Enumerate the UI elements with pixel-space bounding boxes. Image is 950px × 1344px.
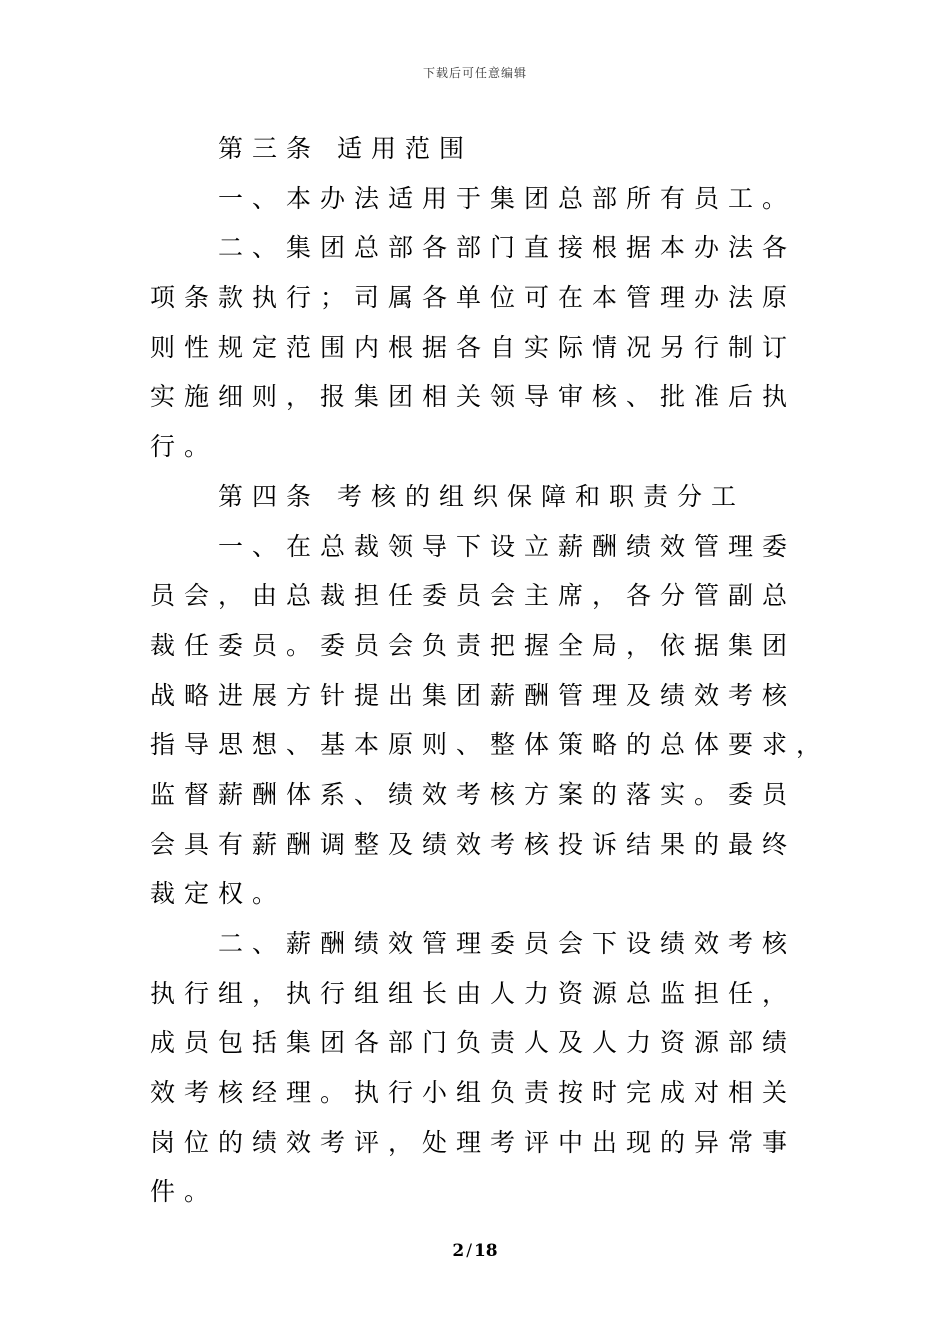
text-line: 执行组，执行组组长由人力资源总监担任，	[150, 978, 797, 1008]
text-line: 裁任委员。委员会负责把握全局，依据集团	[150, 630, 797, 660]
text-line: 裁定权。	[150, 879, 287, 909]
current-page-number: 2	[452, 1241, 465, 1261]
text-line: 一、本办法适用于集团总部所有员工。	[218, 183, 797, 213]
page-separator: /	[466, 1241, 472, 1261]
text-line: 岗位的绩效考评，处理考评中出现的异常事	[150, 1127, 797, 1157]
text-line: 战略进展方针提出集团薪酬管理及绩效考核	[150, 680, 797, 710]
page-number	[0, 1241, 950, 1261]
text-line: 项条款执行；司属各单位可在本管理办法原	[150, 283, 797, 313]
text-line: 则性规定范围内根据各自实际情况另行制订	[150, 332, 797, 362]
text-line: 会具有薪酬调整及绩效考核投诉结果的最终	[150, 829, 797, 859]
text-line: 监督薪酬体系、绩效考核方案的落实。委员	[150, 779, 797, 809]
text-line: 一、在总裁领导下设立薪酬绩效管理委	[218, 531, 797, 561]
total-page-count: 18	[473, 1241, 498, 1261]
text-line: 第四条 考核的组织保障和职责分工	[218, 481, 745, 511]
text-line: 二、集团总部各部门直接根据本办法各	[218, 233, 797, 263]
page-header: 下载后可任意编辑	[422, 66, 527, 80]
text-line: 件。	[150, 1177, 219, 1207]
text-line: 效考核经理。执行小组负责按时完成对相关	[150, 1078, 797, 1108]
text-line: 二、薪酬绩效管理委员会下设绩效考核	[218, 929, 797, 958]
document-body	[150, 124, 831, 1217]
text-line: 员会，由总裁担任委员会主席，各分管副总	[150, 581, 797, 611]
text-line: 指导思想、基本原则、整体策略的总体要求，	[150, 730, 831, 760]
text-line: 实施细则，报集团相关领导审核、批准后执	[150, 382, 797, 412]
text-line: 成员包括集团各部门负责人及人力资源部绩	[150, 1028, 797, 1058]
text-line: 行。	[150, 432, 219, 462]
text-line: 第三条 适用范围	[218, 134, 473, 163]
